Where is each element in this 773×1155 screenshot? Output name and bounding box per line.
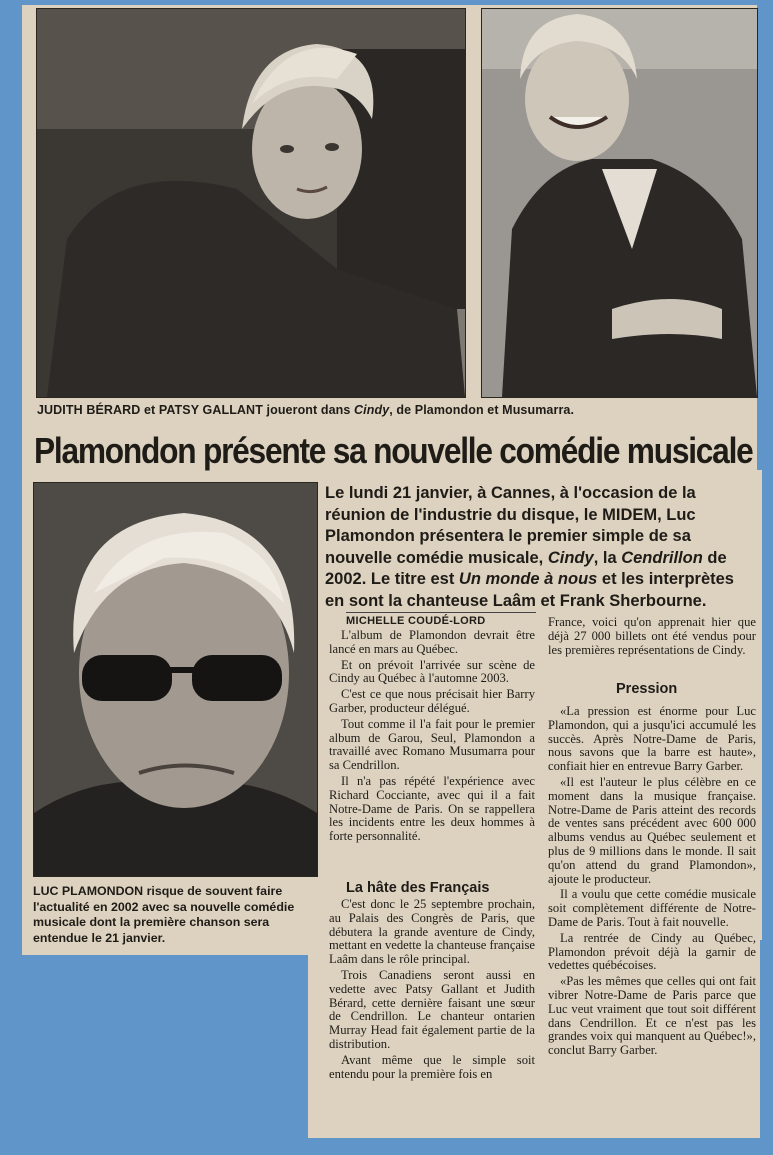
lede-text: , la <box>593 548 622 567</box>
lede-song-title: Un monde à nous <box>458 570 598 588</box>
caption-show-name: Cindy <box>354 403 390 417</box>
paragraph: «La pression est énorme pour Luc Plamondon, qui a jusqu'ici accumulé les succès. Après Notre-Dame de Paris, nous savons que la barre est haute», confiait hier en entrevue Barry Garber. <box>548 704 756 774</box>
paragraph: Trois Canadiens seront aussi en vedette avec Patsy Gallant et Judith Bérard, cette dernière faisant une sœur de Cendrillon. Le chanteur ontarien Murray Head fait également partie de la distribution. <box>329 967 535 1051</box>
caption-names: JUDITH BÉRARD et PATSY GALLANT <box>37 403 263 417</box>
subhead-pression: Pression <box>616 681 678 697</box>
paragraph: Avant même que le simple soit entendu pour la première fois en <box>329 1052 535 1081</box>
caption-text-end: , de Plamondon et Musumarra. <box>389 403 575 417</box>
paragraph: «Pas les mêmes que celles qui ont fait vibrer Notre-Dame de Paris parce que Luc veut vraiment que tout soit différent dans Cendrillon. Et ce n'est pas les grandes voix qui manquent au Québec!», conclut Barry Garber. <box>548 974 756 1058</box>
paragraph: C'est ce que nous précisait hier Barry Garber, producteur délégué. <box>329 687 535 715</box>
photo-luc-plamondon <box>33 482 318 877</box>
photo-patsy-gallant <box>481 8 758 398</box>
lede-paragraph <box>325 483 750 612</box>
lede-text: Le lundi 21 janvier, à Cannes, à l'occasion de la réunion de l'industrie du disque, le MIDEM, Luc Plamondon présentera le premier simple de sa nouvelle comédie musicale, <box>325 484 696 567</box>
article-column-1 <box>329 629 535 844</box>
caption-text: joueront dans <box>262 403 355 417</box>
byline: MICHELLE COUDÉ-LORD <box>346 612 536 627</box>
lede-cendrillon: Cendrillon <box>621 548 703 567</box>
paragraph: France, voici qu'on apprenait hier que déjà 27 000 billets ont été vendus pour les premières représentations de Cindy. <box>548 615 756 657</box>
paragraph: La rentrée de Cindy au Québec, Plamondon prévoit déjà la garnir de vedettes québécoises. <box>548 930 756 973</box>
caption-name: LUC PLAMONDON <box>33 884 144 898</box>
article-column-2-intro <box>548 616 756 657</box>
lede-cindy: Cindy <box>547 548 594 567</box>
article-column-2 <box>548 705 756 1058</box>
photo-judith-berard <box>36 8 466 398</box>
photo-caption-top <box>37 403 757 417</box>
paragraph: C'est donc le 25 septembre prochain, au Palais des Congrès de Paris, que débutera la grande aventure de Cindy, mettant en vedette la chanteuse française Laâm dans le rôle principal. <box>329 897 535 967</box>
lede-text: de 2002. Le titre est <box>325 548 727 588</box>
paragraph: «Il est l'auteur le plus célèbre en ce moment dans la musique française. Notre-Dame de Paris atteint des records de ventes sans précédent avec 600 000 albums vendus au Québec seulement et plus de 9 millions dans le monde. Il sait qu'on attend du grand Plamondon», ajoute le producteur. <box>548 774 756 886</box>
photo-caption-luc <box>33 884 323 946</box>
article-column-1-continued <box>329 898 535 1081</box>
lede-text: et les interprètes en sont la chanteuse Laâm et Frank Sherbourne. <box>325 570 734 610</box>
headline: Plamondon présente sa nouvelle comédie musicale <box>34 430 753 471</box>
paragraph: Il a voulu que cette comédie musicale soit complètement différente de Notre-Dame de Paris. Tout à fait nouvelle. <box>548 887 756 929</box>
paragraph: Tout comme il l'a fait pour le premier album de Garou, Seul, Plamondon a travaillé avec Romano Musumarra pour sa Cendrillon. <box>329 716 535 773</box>
caption-text: risque de souvent faire l'actualité en 2002 avec sa nouvelle comédie musicale dont la première chanson sera entendue le 21 janvier. <box>33 884 295 945</box>
paragraph: L'album de Plamondon devrait être lancé en mars au Québec. <box>329 628 535 656</box>
paragraph: Il n'a pas répété l'expérience avec Richard Cocciante, avec qui il a fait Notre-Dame de Paris. On se rappellera les incidents entre les deux hommes à forte personnalité. <box>329 773 535 844</box>
subhead-hate-des-francais: La hâte des Français <box>346 880 490 896</box>
paragraph: Et on prévoit l'arrivée sur scène de Cindy au Québec à l'automne 2003. <box>329 657 535 686</box>
